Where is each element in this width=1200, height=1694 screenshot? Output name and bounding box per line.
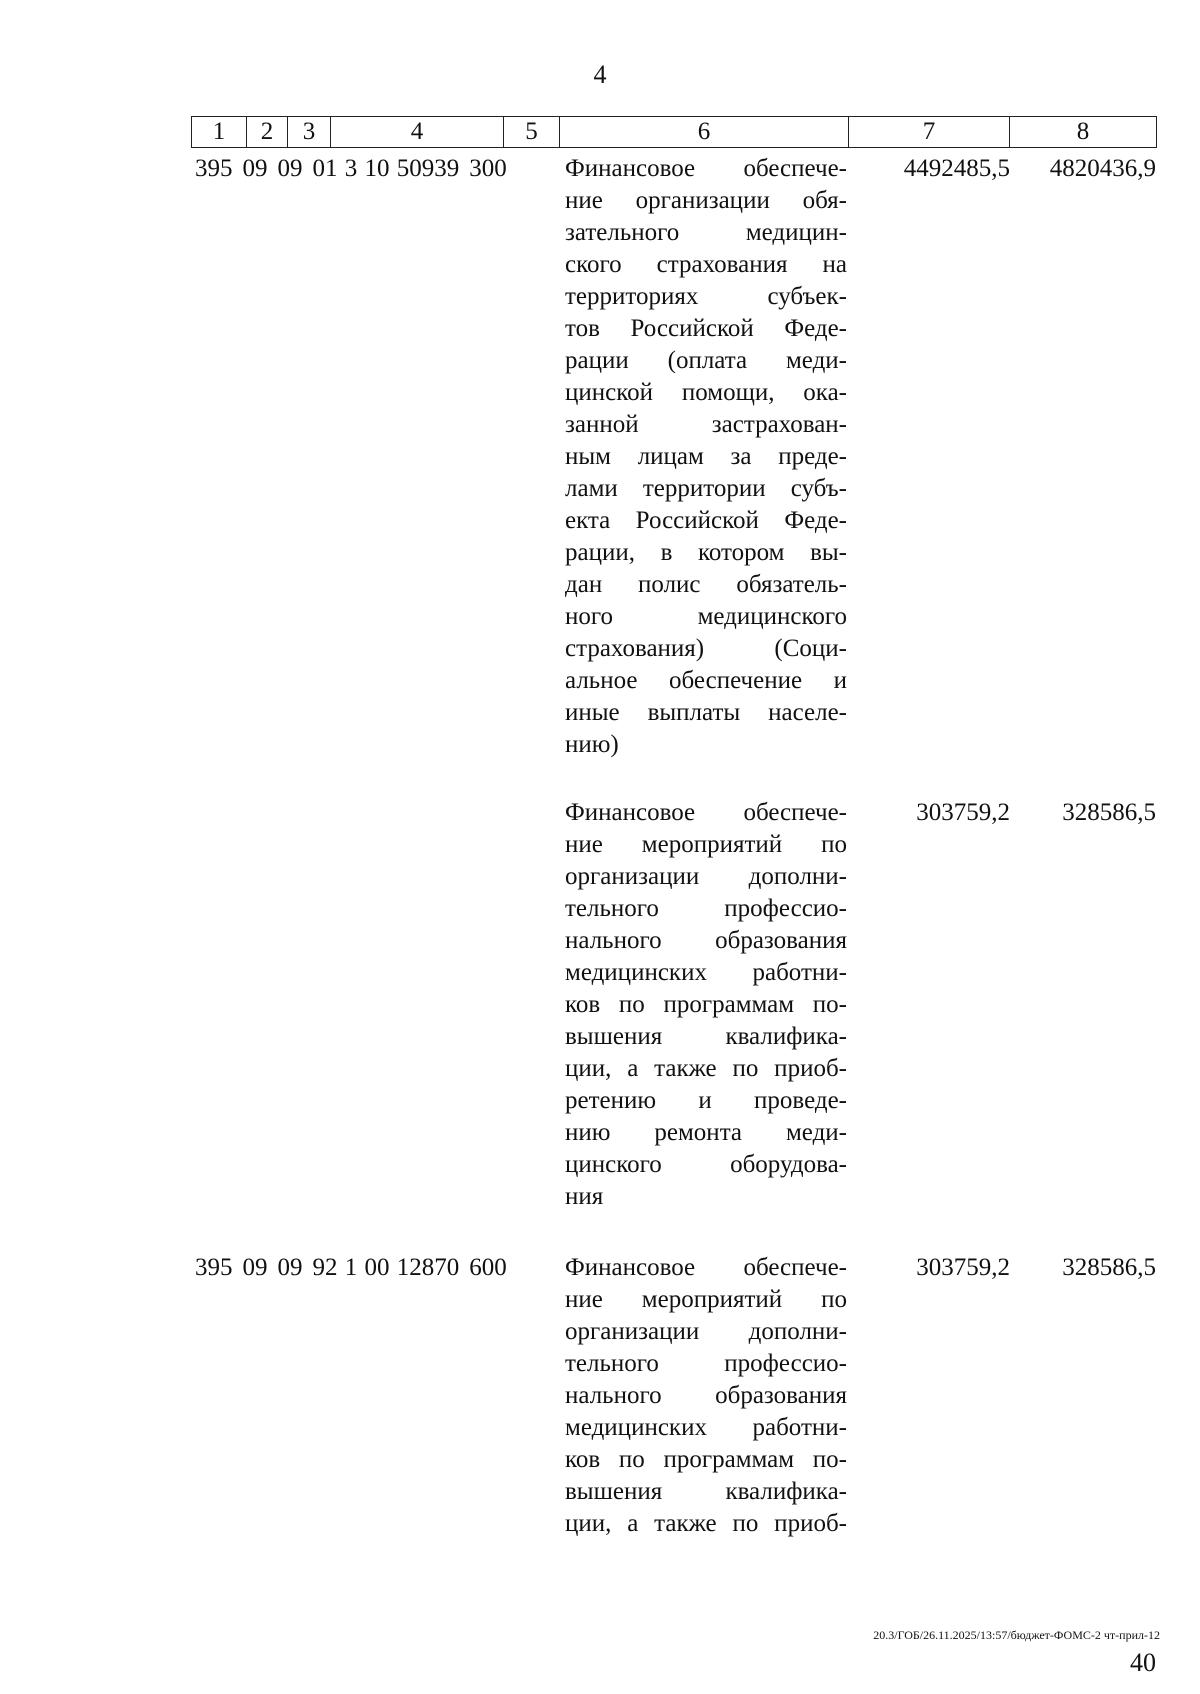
description-line: ции, а также по приоб- [565,1055,847,1082]
description-line: вышения квалифика- [565,1023,847,1050]
description-line: екта Российской Феде- [565,507,847,534]
header-col-1: 1 [192,117,247,148]
description-line: занной застрахован- [565,411,847,438]
description-line: Финансовое обеспече- [565,799,847,826]
header-col-4: 4 [331,117,504,148]
code-col-2: 09 [242,155,268,182]
description-line: иные выплаты населе- [565,699,847,726]
code-col-5: 300 [469,155,507,182]
description-line: ние организации обя- [565,187,847,214]
value-col-7: 4492485,5 [903,155,1010,182]
value-col-8: 328586,5 [1062,799,1156,826]
row-codes [195,1252,507,1284]
description-line: лами территории субъ- [565,475,847,502]
value-col-8: 4820436,9 [1049,155,1156,182]
page-number-top: 4 [593,60,607,89]
header-col-2: 2 [247,117,288,148]
description-line: тельного профессио- [565,895,847,922]
description-line: ков по программам по- [565,1446,847,1473]
description-line: ние мероприятий по [565,831,847,858]
description-line: цинского оборудова- [565,1151,847,1178]
description-line: рации (оплата меди- [565,347,847,374]
code-col-1: 395 [195,155,233,182]
footer-page-number: 40 [1130,1648,1156,1677]
description-line: Финансовое обеспече- [565,155,847,182]
description-line: зательного медицин- [565,219,847,246]
description-line: ным лицам за преде- [565,443,847,470]
description-line: организации дополни- [565,863,847,890]
column-number-header [191,116,1157,148]
header-col-7: 7 [849,117,1010,148]
code-col-5: 600 [469,1254,507,1281]
row-description [565,153,847,761]
description-line: ния [565,1183,604,1210]
code-col-4: 92 1 00 12870 [312,1254,460,1281]
description-line: ного медицинского [565,603,847,630]
description-line: нального образования [565,1382,847,1409]
description-line: тов Российской Феде- [565,315,847,342]
header-col-8: 8 [1010,117,1157,148]
code-col-2: 09 [242,1254,268,1281]
value-col-7: 303759,2 [916,1254,1010,1281]
description-line: цинской помощи, ока- [565,379,847,406]
description-line: ретению и проведе- [565,1087,847,1114]
description-line: вышения квалифика- [565,1478,847,1505]
description-line: нию) [565,731,619,758]
code-col-3: 09 [277,155,303,182]
description-line: Финансовое обеспече- [565,1254,847,1281]
header-col-6: 6 [560,117,849,148]
description-line: ского страхования на [565,251,847,278]
description-line: альное обеспечение и [565,667,847,694]
description-line: медицинских работни- [565,1414,847,1441]
description-line: страхования) (Соци- [565,635,847,662]
footer-document-stamp: 20.3/ГОБ/26.11.2025/13:57/бюджет-ФОМС-2 чт-прил-12 [873,1628,1160,1642]
code-col-4: 01 3 10 50939 [312,155,460,182]
description-line: медицинских работни- [565,959,847,986]
value-col-8: 328586,5 [1062,1254,1156,1281]
description-line: ние мероприятий по [565,1286,847,1313]
description-line: нального образования [565,927,847,954]
row-description [565,1252,847,1540]
description-line: тельного профессио- [565,1350,847,1377]
description-line: ции, а также по приоб- [565,1510,847,1537]
code-col-3: 09 [277,1254,303,1281]
description-line: организации дополни- [565,1318,847,1345]
description-line: дан полис обязатель- [565,571,847,598]
description-line: территориях субъек- [565,283,847,310]
code-col-1: 395 [195,1254,233,1281]
row-description [565,797,847,1213]
row-codes [195,153,507,185]
description-line: рации, в котором вы- [565,539,847,566]
value-col-7: 303759,2 [916,799,1010,826]
description-line: ков по программам по- [565,991,847,1018]
header-col-5: 5 [504,117,560,148]
description-line: нию ремонта меди- [565,1119,847,1146]
header-col-3: 3 [288,117,331,148]
